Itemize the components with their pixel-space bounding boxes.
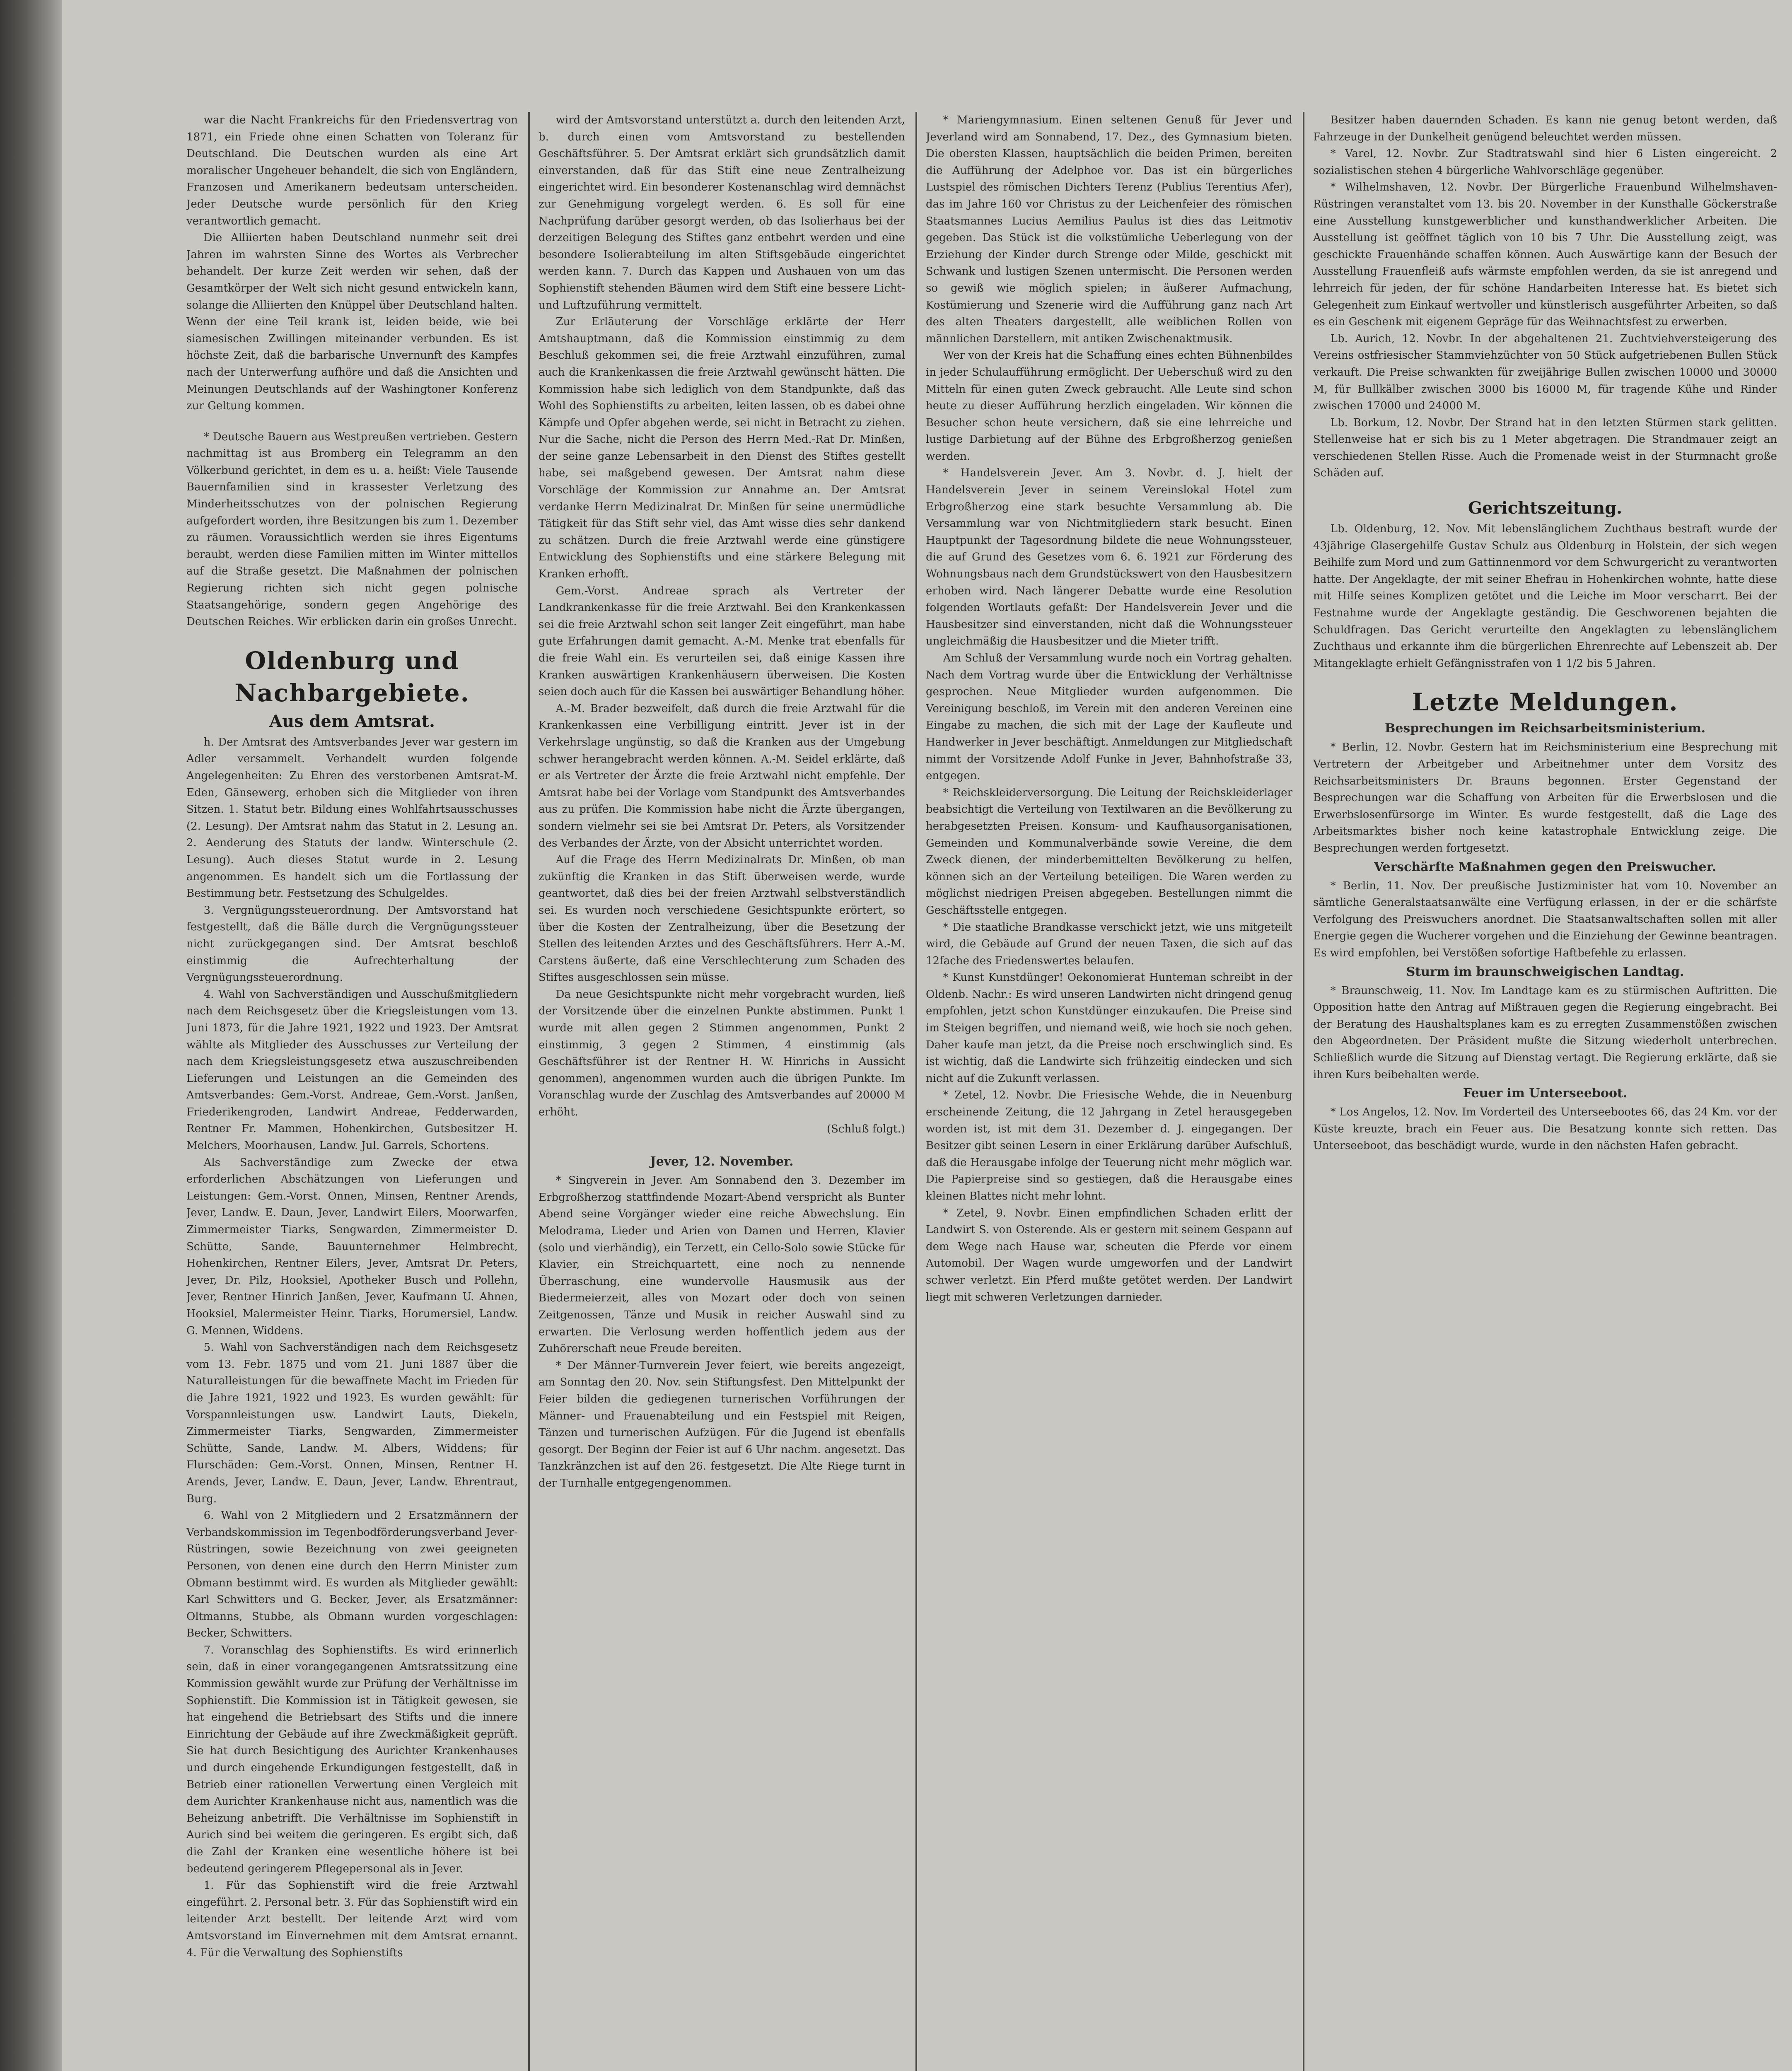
column-4 [1313, 112, 1777, 2071]
section-heading-oldenburg: Oldenburg und Nachbargebiete. [234, 646, 470, 707]
article-amtsrat-5: 5. Wahl von Sachverständigen nach dem Reichsgesetz vom 13. Febr. 1875 und vom 21. Juni 1887 über die Naturalleistungen für die bewaffnete Macht im Frieden für die Jahre 1921, 1922 und 1923. Es wurden gewählt: für Vorspannleistungen usw. Landwirt Lauts, Diekeln, Zimmermeister Tiarks, Sengwarden, Zimmermeister Schütte, Sande, Landw. M. Albers, Widdens; für Flurschäden: Gem.-Vorst. Onnen, Minsen, Rentner H. Arends, Jever, Landw. E. Daun, Jever, Landw. Ehrentraut, Burg. [186, 1341, 518, 1505]
subheading-preiswucher: Verschärfte Maßnahmen gegen den Preiswucher. [1374, 859, 1717, 874]
article-aurich: Lb. Aurich, 12. Novbr. In der abgehaltenen 21. Zuchtviehversteigerung des Vereins ostfriesischer Stammviehzüchter von 50 Stück aufgetriebenen Bullen Stück verkauft. Die Preise schwankten für zweijährige Bullen zwischen 10000 und 30000 M, für Bullkälber zwischen 3000 bis 16000 M, für tragende Kühe und Rinder zwischen 17000 und 24000 M. [1313, 332, 1777, 413]
article-wilhelmshaven: * Wilhelmshaven, 12. Novbr. Der Bürgerliche Frauenbund Wilhelmshaven-Rüstringen veranstaltet vom 13. bis 20. November in der Kunsthalle Göckerstraße eine Ausstellung kunstgewerblicher und kunsthandwerklicher Arbeiten. Die Ausstellung ist geöffnet täglich von 10 bis 7 Uhr. Die Ausstellung zeigt, was geschickte Frauenhände schaffen können. Auch Auswärtige kann der Besuch der Ausstellung Frauenfleiß aufs wärmste empfohlen werden, da sie ist anregend und lehrreich für jeden, der für schöne Handarbeiten Interesse hat. Es bietet sich Gelegenheit zum Einkauf wertvoller und künstlerisch ausgeführter Arbeiten, so daß es ein Geschenk mit eigenem Gepräge für das Weihnachtsfest zu erwerben. [1313, 181, 1777, 328]
article-amtsrat-2: 3. Vergnügungssteuerordnung. Der Amtsvorstand hat festgestellt, daß die Bälle durch die Vergnügungssteuer nicht zurückgegangen sind. Der Amtsrat beschloß einstimmig die Aufrechterhaltung der Vergnügungssteuerordnung. [186, 904, 518, 984]
article-borkum: Lb. Borkum, 12. Novbr. Der Strand hat in den letzten Stürmen stark gelitten. Stellenweise hat er sich bis zu 1 Meter abgetragen. Die Strandmauer zeigt an verschiedenen Stellen Risse. Auch die Promenade weist in der Sturmnacht große Schäden auf. [1313, 416, 1777, 480]
subheading-reichsarbeit: Besprechungen im Reichsarbeitsministerium. [1384, 721, 1706, 736]
article-peace-treaty: war die Nacht Frankreichs für den Friedensvertrag von 1871, ein Friede ohne einen Schatten von Toleranz für Deutschland. Die Deutschen wurden als eine Art moralischer Ungeheuer behandelt, die sich von Engländern, Franzosen und Amerikanern bedeutsam unterscheiden. Jeder Deutsche wurde persönlich für den Krieg verantwortlich gemacht. [186, 114, 518, 227]
article-sophienstift-6: Da neue Gesichtspunkte nicht mehr vorgebracht wurden, ließ der Vorsitzende über die einzelnen Punkte abstimmen. Punkt 1 wurde mit allen gegen 2 Stimmen angenommen, Punkt 2 einstimmig, 3 gegen 2 Stimmen, 4 einstimmig (als Geschäftsführer ist der Rentner H. W. Hinrichs in Aussicht genommen), angenommen wurden auch die übrigen Punkte. Im Voranschlag wurde der Zuschlag des Amtsverbandes auf 20000 M erhöht. [539, 988, 905, 1119]
article-varel: * Varel, 12. Novbr. Zur Stadtratswahl sind hier 6 Listen eingereicht. 2 sozialistischen stehen 4 bürgerliche Wahlvorschläge gegenüber. [1313, 147, 1777, 177]
article-amtsrat-7: 7. Voranschlag des Sophienstifts. Es wird erinnerlich sein, daß in einer vorangegangenen Amtsratssitzung eine Kommission gewählt wurde zur Prüfung der Verhältnisse im Sophienstift. Die Kommission ist in Tätigkeit gewesen, sie hat eingehend die Betriebsart des Stifts und die innere Einrichtung der Gebäude auf ihre Zweckmäßigkeit geprüft. Sie hat durch Besichtigung des Aurichter Krankenhauses und durch eingehende Erkundigungen festgestellt, daß in Betrieb einer rationellen Verwertung einen Vergleich mit dem Aurichter Krankenhause nicht aus, namentlich was die Beheizung anbetrifft. Die Verhältnisse im Sophienstift in Aurich sind bei weitem die geringeren. Es ergibt sich, daß die Zahl der Kranken eine wesentliche höhere ist bei bedeutend geringerem Pflegepersonal als in Jever. [186, 1644, 518, 1875]
dateline-jever: Jever, 12. November. [650, 1154, 794, 1169]
article-handelsverein-cont: Am Schluß der Versammlung wurde noch ein Vortrag gehalten. Nach dem Vortrag wurde über die Entwicklung der Verhältnisse gesprochen. Neue Mitglieder wurden aufgenommen. Die Vereinigung beschloß, im Verein mit den anderen Vereinen eine Eingabe zu machen, die sich mit der Lage der Kaufleute und Handwerker in Jever beschäftigt. Anmeldungen zur Mitgliedschaft nimmt der Vorsitzende Adolf Funke in Jever, Bahnhofstraße 33, entgegen. [926, 652, 1292, 782]
article-braunschweig: * Braunschweig, 11. Nov. Im Landtage kam es zu stürmischen Auftritten. Die Opposition hatte den Antrag auf Mißtrauen gegen die Regierung eingebracht. Bei der Beratung des Haushaltsplanes kam es zu erregten Zusammenstößen zwischen den Abgeordneten. Der Präsident mußte die Sitzung wiederholt unterbrechen. Schließlich wurde die Sitzung auf Dienstag vertagt. Die Regierung erklärte, daß sie ihren Kurs beibehalten werde. [1313, 984, 1777, 1081]
column-1 [186, 112, 518, 2071]
article-west-prussia: * Deutsche Bauern aus Westpreußen vertrieben. Gestern nachmittag ist aus Bromberg ein Telegramm an den Völkerbund gerichtet, in dem es u. a. heißt: Viele Tausende Bauernfamilien sind in krassester Verletzung des Minderheitsschutzes von der polnischen Regierung aufgefordert worden, ihre Besitzungen bis zum 1. Dezember zu räumen. Voraussichtlich werden sie ihres Eigentums beraubt, werden diese Familien mitten im Winter mittellos auf die Straße gesetzt. Die Maßnahmen der polnischen Regierung richten sich nicht gegen polnische Staatsangehörige, sondern gegen Angehörige des Deutschen Reiches. Wir erblicken darin ein großes Unrecht. [186, 430, 518, 628]
article-singverein: * Singverein in Jever. Am Sonnabend den 3. Dezember im Erbgroßherzog stattfindende Mozart-Abend verspricht als Bunter Abend seine Vorgänger wieder eine reiche Abwechslung. Ein Melodrama, Lieder und Arien von Damen und Herren, Klavier (solo und vierhändig), ein Terzett, ein Cello-Solo sowie Stücke für Klavier, ein Streichquartett, eine noch zu nennende Überraschung, eine wundervolle Hausmusik aus der Biedermeierzeit, alles von Mozart oder doch von seinen Zeitgenossen, Tänze und Musik in reicher Auswahl sind zu erwarten. Die Verlosung werden hoffentlich jedem aus der Zuhörerschaft neue Freude bereiten. [539, 1174, 905, 1355]
article-amtsrat-6: 6. Wahl von 2 Mitgliedern und 2 Ersatzmännern der Verbandskommission im Tegenbodförderungsverband Jever-Rüstringen, sowie Bezeichnung von zwei geeigneten Personen, von denen eine durch den Herrn Minister zum Obmann bestimmt wird. Es wurden als Mitglieder gewählt: Karl Schwitters und G. Becker, Jever, als Ersatzmänner: Oltmanns, Stubbe, als Obmann wurden vorgeschlagen: Becker, Schwitters. [186, 1509, 518, 1640]
article-zetel-wehde: * Zetel, 12. Novbr. Die Friesische Wehde, die in Neuenburg erscheinende Zeitung, die 12 Jahrgang in Zetel herausgegeben worden ist, ist mit dem 31. Dezember d. J. eingegangen. Der Besitzer gibt seinen Lesern in einer Erklärung darüber Aufschluß, daß die Herausgabe infolge der Teuerung nicht mehr möglich war. Die Papierpreise sind so gestiegen, daß die Herausgabe eines kleinen Blattes nicht mehr lohnt. [926, 1089, 1292, 1202]
section-heading-letzte-meldungen: Letzte Meldungen. [1412, 688, 1678, 717]
article-mariengymnasium-cont: Wer von der Kreis hat die Schaffung eines echten Bühnenbildes in jeder Schulaufführung ermöglicht. Der Ueberschuß wird zu den Mitteln für einen guten Zweck gebraucht. Alle Leute sind schon heute zu dieser Aufführung herzlich eingeladen. Wir können die Besucher schon heute versichern, daß sie eine lehrreiche und lustige Darbietung auf der Bühne des Erbgroßherzog genießen werden. [926, 349, 1292, 463]
section-heading-gericht: Gerichtszeitung. [1468, 498, 1623, 518]
article-handelsverein: * Handelsverein Jever. Am 3. Novbr. d. J. hielt der Handelsverein Jever in seinem Vereinslokal Hotel zum Erbgroßherzog eine stark besuchte Versammlung ab. Die Versammlung war von Nichtmitgliedern stark besucht. Einen Hauptpunkt der Tagesordnung bildete die neue Wohnungssteuer, die auf Grund des Gesetzes vom 6. 6. 1921 zur Förderung des Wohnungsbaus nach dem Grundstückswert von den Hausbesitzern erhoben wird. Nach längerer Debatte wurde eine Resolution folgenden Wortlauts gefaßt: Der Handelsverein Jever und die Hausbesitzer sind einverstanden, nicht daß die Wohnungssteuer ungleichmäßig die Hausbesitzer und die Mieter trifft. [926, 467, 1292, 648]
newspaper-page [62, 0, 1792, 2071]
article-turnverein: * Der Männer-Turnverein Jever feiert, wie bereits angezeigt, am Sonntag den 20. Nov. sein Stiftungsfest. Den Mittelpunkt der Feier bilden die gediegenen turnerischen Vorführungen der Männer- und Frauenabteilung und ein Festspiel mit Reigen, Tänzen und turnerischen Aufzügen. Für die Jugend ist ebenfalls gesorgt. Der Beginn der Feier ist auf 6 Uhr nachm. angesetzt. Das Tanzkränzchen ist auf den 26. festgesetzt. Die Alte Riege turnt in der Turnhalle entgegengenommen. [539, 1359, 905, 1489]
article-mariengymnasium: * Mariengymnasium. Einen seltenen Genuß für Jever und Jeverland wird am Sonnabend, 17. Dez., des Gymnasium bieten. Die obersten Klassen, hauptsächlich die beiden Primen, bereiten die Aufführung der Adelphoe vor. Das ist ein bürgerliches Lustspiel des römischen Dichters Terenz (Publius Terentius Afer), das im Jahre 160 vor Christus zu der Leichenfeier des römischen Staatsmannes Lucius Aemilius Paulus ist dies das Leitmotiv gegeben. Das Stück ist die volkstümliche Ueberlegung von der Erziehung der Kinder durch Strenge oder Milde, geschickt mit Schwank und lustigen Szenen untermischt. Die Personen werden so gewiß wie möglich spielen; in äußerer Aufmachung, Kostümierung und Szenerie wird die Aufführung ganz nach Art des alten Theaters dargestellt, alle weiblichen Rollen von männlichen Darstellern, mit antiken Zwischenaktmusik. [926, 114, 1292, 345]
article-amtsrat-1: h. Der Amtsrat des Amtsverbandes Jever war gestern im Adler versammelt. Verhandelt wurden folgende Angelegenheiten: Zu Ehren des verstorbenen Amtsrat-M. Eden, Gänsewerg, erhoben sich die Mitglieder von ihren Sitzen. 1. Statut betr. Bildung eines Wohlfahrtsausschusses (2. Lesung). Der Amtsrat nahm das Statut in 2. Lesung an. 2. Aenderung des Statuts der landw. Winterschule (2. Lesung). Auch dieses Statut wurde in 2. Lesung angenommen. Es handelt sich um die Fortlassung der Bestimmung betr. Festsetzung des Schulgeldes. [186, 736, 518, 900]
article-unterseeboot: * Los Angelos, 12. Nov. Im Vorderteil des Unterseebootes 66, das 24 Km. vor der Küste kreuzte, brach ein Feuer aus. Die Besatzung konnte sich retten. Das Unterseeboot, das beschädigt wurde, wurde in den nächsten Hafen gebracht. [1313, 1106, 1777, 1152]
subheading-unterseeboot: Feuer im Unterseeboot. [1463, 1086, 1628, 1101]
article-sophienstift-3: Gem.-Vorst. Andreae sprach als Vertreter der Landkrankenkasse für die freie Arztwahl. Bei den Krankenkassen sei die freie Arztwahl schon seit langer Zeit eingeführt, man habe gute Erfahrungen damit gemacht. A.-M. Menke trat ebenfalls für die freie Wahl ein. Es verurteilen sei, daß einige Kassen ihre Kranken auswärtigen Krankenhäusern überweisen. Die Kosten seien doch auch für die Kassen bei auswärtiger Behandlung höher. [539, 584, 905, 698]
column-rule-3 [1303, 112, 1304, 2071]
article-preiswucher: * Berlin, 11. Nov. Der preußische Justizminister hat vom 10. November an sämtliche Generalstaatsanwälte eine Verfügung erlassen, in der er die schärfste Verfolgung des Preiswuchers anordnet. Die Staatsanwaltschaften sollen mit aller Energie gegen die Wucherer vorgehen und die Einziehung der Gewinne beantragen. Es wird empfohlen, bei Verstößen sofortige Haftbefehle zu erlassen. [1313, 879, 1777, 959]
article-reichskleider: * Reichskleiderversorgung. Die Leitung der Reichskleiderlager beabsichtigt die Verteilung von Textilwaren an die Bevölkerung zu herabgesetzten Preisen. Konsum- und Kaufhausorganisationen, Gemeinden und Kommunalverbände sowie Vereine, die dem Zweck dienen, der minderbemittelten Bevölkerung zu helfen, können sich an der Verteilung beteiligen. Die Waren werden zu möglichst niedrigen Preisen abgegeben. Bestellungen nimmt die Geschäftsstelle entgegen. [926, 786, 1292, 917]
subheading-braunschweig: Sturm im braunschweigischen Landtag. [1406, 964, 1684, 979]
article-kunstduenger: * Kunst Kunstdünger! Oekonomierat Hunteman schreibt in der Oldenb. Nachr.: Es wird unseren Landwirten nicht dringend genug empfohlen, jetzt schon Kunstdünger einzukaufen. Die Preise sind im Steigen begriffen, und niemand weiß, wie hoch sie noch gehen. Daher kaufe man jetzt, da die Preise noch erschwinglich sind. Es ist wichtig, daß die Landwirte sich frühzeitig eindecken und sich nicht auf die Zukunft verlassen. [926, 971, 1292, 1085]
column-rule-2 [915, 112, 917, 2071]
article-sophienstift-5: Auf die Frage des Herrn Medizinalrats Dr. Minßen, ob man zukünftig die Kranken in das Stift überweisen werde, wurde geantwortet, daß dies bei der freien Arztwahl selbstverständlich sei. Es wurden noch verschiedene Gesichtspunkte erörtert, so über die Kosten der Zentralheizung, über die Besetzung der Stellen des leitenden Arztes und des Geschäftsführers. Herr A.-M. Carstens äußerte, daß eine Verschlechterung zum Schaden des Stiftes ausgeschlossen sein müsse. [539, 854, 905, 984]
article-sophienstift-2: Zur Erläuterung der Vorschläge erklärte der Herr Amtshauptmann, daß die Kommission einstimmig zu dem Beschluß gekommen sei, die freie Arztwahl einzuführen, zumal auch die Krankenkassen die freie Arztwahl gewünscht hätten. Die Kommission habe sich lediglich von dem Standpunkte, daß das Wohl des Sophienstifts zu arbeiten, leiten lassen, ob es dabei ohne Kämpfe und Opfer abgehen werde, sei nicht in Betracht zu ziehen. Nur die Sache, nicht die Person des Herrn Med.-Rat Dr. Minßen, der seine ganze Lebensarbeit in den Dienst des Stiftes gestellt habe, sei maßgebend gewesen. Der Amtsrat nahm diese Vorschläge der Kommission zur Annahme an. Der Amtsrat verdanke Herrn Medizinalrat Dr. Minßen für seine unermüdliche Tätigkeit für das Stift sehr viel, das Amt wisse dies sehr dankend zu schätzen. Durch die freie Arztwahl werde eine günstigere Entwicklung des Sophienstifts und eine stärkere Belegung mit Kranken erhofft. [539, 316, 905, 581]
subheading-amtsrat: Aus dem Amtsrat. [269, 711, 435, 731]
column-rule-1 [528, 112, 530, 2071]
column-2 [539, 112, 905, 2071]
article-dunkelheit: Besitzer haben dauernden Schaden. Es kann nie genug betont werden, daß Fahrzeuge in der Dunkelheit genügend beleuchtet werden müssen. [1313, 114, 1777, 143]
column-3 [926, 112, 1292, 2071]
article-amtsrat-3: 4. Wahl von Sachverständigen und Ausschußmitgliedern nach dem Reichsgesetz über die Kriegsleistungen vom 13. Juni 1873, für die Jahre 1921, 1922 und 1923. Der Amtsrat wählte als Mitglieder des Ausschusses zur Verteilung der nach dem Kriegsleistungsgesetz etwa auszuschreibenden Lieferungen und Leistungen an die Gemeinden des Amtsverbandes: Gem.-Vorst. Andreae, Gem.-Vorst. Janßen, Friederikengroden, Landwirt Andreae, Fedderwarden, Rentner Fr. Mammen, Hohenkirchen, Gutsbesitzer H. Melchers, Moorhausen, Landw. Jul. Garrels, Schortens. [186, 988, 518, 1152]
article-brandkasse: * Die staatliche Brandkasse verschickt jetzt, wie uns mitgeteilt wird, die Gebäude auf Grund der neuen Taxen, die sich auf das 12fache des Friedenswertes belaufen. [926, 921, 1292, 967]
article-amtsrat-8: 1. Für das Sophienstift wird die freie Arztwahl eingeführt. 2. Personal betr. 3. Für das Sophienstift wird ein leitender Arzt bestellt. Der leitende Arzt wird vom Amtsvorstand im Einvernehmen mit dem Amtsrat ernannt. 4. Für die Verwaltung des Sophienstifts [186, 1879, 518, 1959]
article-sophienstift-4: A.-M. Brader bezweifelt, daß durch die freie Arztwahl für die Krankenkassen eine Verbilligung eintritt. Jever ist in der Verkehrslage ungünstig, so daß die Kranken aus der Umgebung schwer herangebracht werden können. A.-M. Seidel erklärte, daß er als Vertreter der Ärzte die freie Arztwahl nicht empfehle. Der Amtsrat habe bei der Vorlage vom Standpunkt des Amtsverbandes aus zu prüfen. Die Kommission habe nicht die Ärzte übergangen, sondern vielmehr sei sie bei Amtsrat Dr. Peters, als Vorsitzender des Verbandes der Ärzte, von der Absicht unterrichtet worden. [539, 702, 905, 850]
closing-note: (Schluß folgt.) [826, 1122, 905, 1135]
article-peace-treaty-cont: Die Alliierten haben Deutschland nunmehr seit drei Jahren im wahrsten Sinne des Wortes als Verbrecher behandelt. Der kurze Zeit werden wir sehen, daß der Gesamtkörper der Welt sich nicht gesund entwickeln kann, solange die Alliierten den Knüppel über Deutschland halten. Wenn der eine Teil krank ist, leiden beide, wie bei siamesischen Zwillingen miteinander verbunden. Es ist höchste Zeit, daß die barbarische Unvernunft des Kampfes nach der Unterwerfung aufhöre und daß die Ansichten und Meinungen Deutschlands auf der Washingtoner Konferenz zur Geltung kommen. [186, 232, 518, 413]
article-reichsarbeit: * Berlin, 12. Novbr. Gestern hat im Reichsministerium eine Besprechung mit Vertretern der Arbeitgeber und Arbeitnehmer unter dem Vorsitz des Reichsarbeitsministers Dr. Brauns begonnen. Erster Gegenstand der Besprechungen war die Schaffung von Arbeiten für die Erwerbslosen und die Erwerbslosenfürsorge im Winter. Es wurde festgestellt, daß die Lage des Arbeitsmarktes bisher noch keine katastrophale Entwicklung zeige. Die Besprechungen werden fortgesetzt. [1313, 741, 1777, 854]
article-sophienstift-1: wird der Amtsvorstand unterstützt a. durch den leitenden Arzt, b. durch einen vom Amtsvorstand zu bestellenden Geschäftsführer. 5. Der Amtsrat erklärt sich grundsätzlich damit einverstanden, daß für das Stift eine neue Zentralheizung eingerichtet wird. Ein besonderer Kostenanschlag wird demnächst zur Genehmigung vorgelegt werden. 6. Es soll für eine Nachprüfung darüber gesorgt werden, ob das Isolierhaus bei der derzeitigen Belegung des Stiftes ganz entbehrt werden und eine besondere Isolierabteilung im alten Stiftsgebäude eingerichtet werden kann. 7. Durch das Kappen und Aushauen von um das Sophienstift stehenden Bäumen wird dem Stift eine bessere Licht- und Luftzuführung vermittelt. [539, 114, 905, 311]
article-amtsrat-4: Als Sachverständige zum Zwecke der etwa erforderlichen Abschätzungen von Lieferungen und Leistungen: Gem.-Vorst. Onnen, Minsen, Rentner Arends, Jever, Landw. E. Daun, Jever, Landwirt Eilers, Moorwarfen, Zimmermeister Tiarks, Sengwarden, Zimmermeister D. Schütte, Sande, Bauunternehmer Helmbrecht, Hohenkirchen, Rentner Eilers, Jever, Amtsrat Dr. Peters, Jever, Dr. Pilz, Hooksiel, Apotheker Busch und Pollehn, Jever, Rentner Hinrich Janßen, Jever, Kaufmann U. Ahnen, Hooksiel, Malermeister Heinr. Tiarks, Horumersiel, Landw. G. Mennen, Widdens. [186, 1156, 518, 1337]
book-binding [0, 0, 62, 2071]
article-zetel-schaden: * Zetel, 9. Novbr. Einen empfindlichen Schaden erlitt der Landwirt S. von Osterende. Als er gestern mit seinem Gespann auf dem Wege nach Hause war, scheuten die Pferde vor einem Automobil. Der Wagen wurde umgeworfen und der Landwirt schwer verletzt. Ein Pferd mußte getötet werden. Der Landwirt liegt mit schweren Verletzungen darnieder. [926, 1207, 1292, 1303]
article-schwurgericht: Lb. Oldenburg, 12. Nov. Mit lebenslänglichem Zuchthaus bestraft wurde der 43jährige Glasergehilfe Gustav Schulz aus Oldenburg in Holstein, der sich wegen Beihilfe zum Mord und zum Gattinnenmord vor dem Schwurgericht zu verantworten hatte. Der Angeklagte, der mit seiner Ehefrau in Hohenkirchen wohnte, hatte diese mit Hilfe seines Komplizen getötet und die Leiche im Moor verscharrt. Bei der Festnahme wurde der Angeklagte geständig. Die Geschworenen bejahten die Schuldfragen. Das Gericht verurteilte den Angeklagten zu lebenslänglichem Zuchthaus und erkannte ihm die bürgerlichen Ehrenrechte auf Lebenszeit ab. Der Mitangeklagte erhielt Gefängnisstrafen von 1 1/2 bis 5 Jahren. [1313, 523, 1777, 670]
